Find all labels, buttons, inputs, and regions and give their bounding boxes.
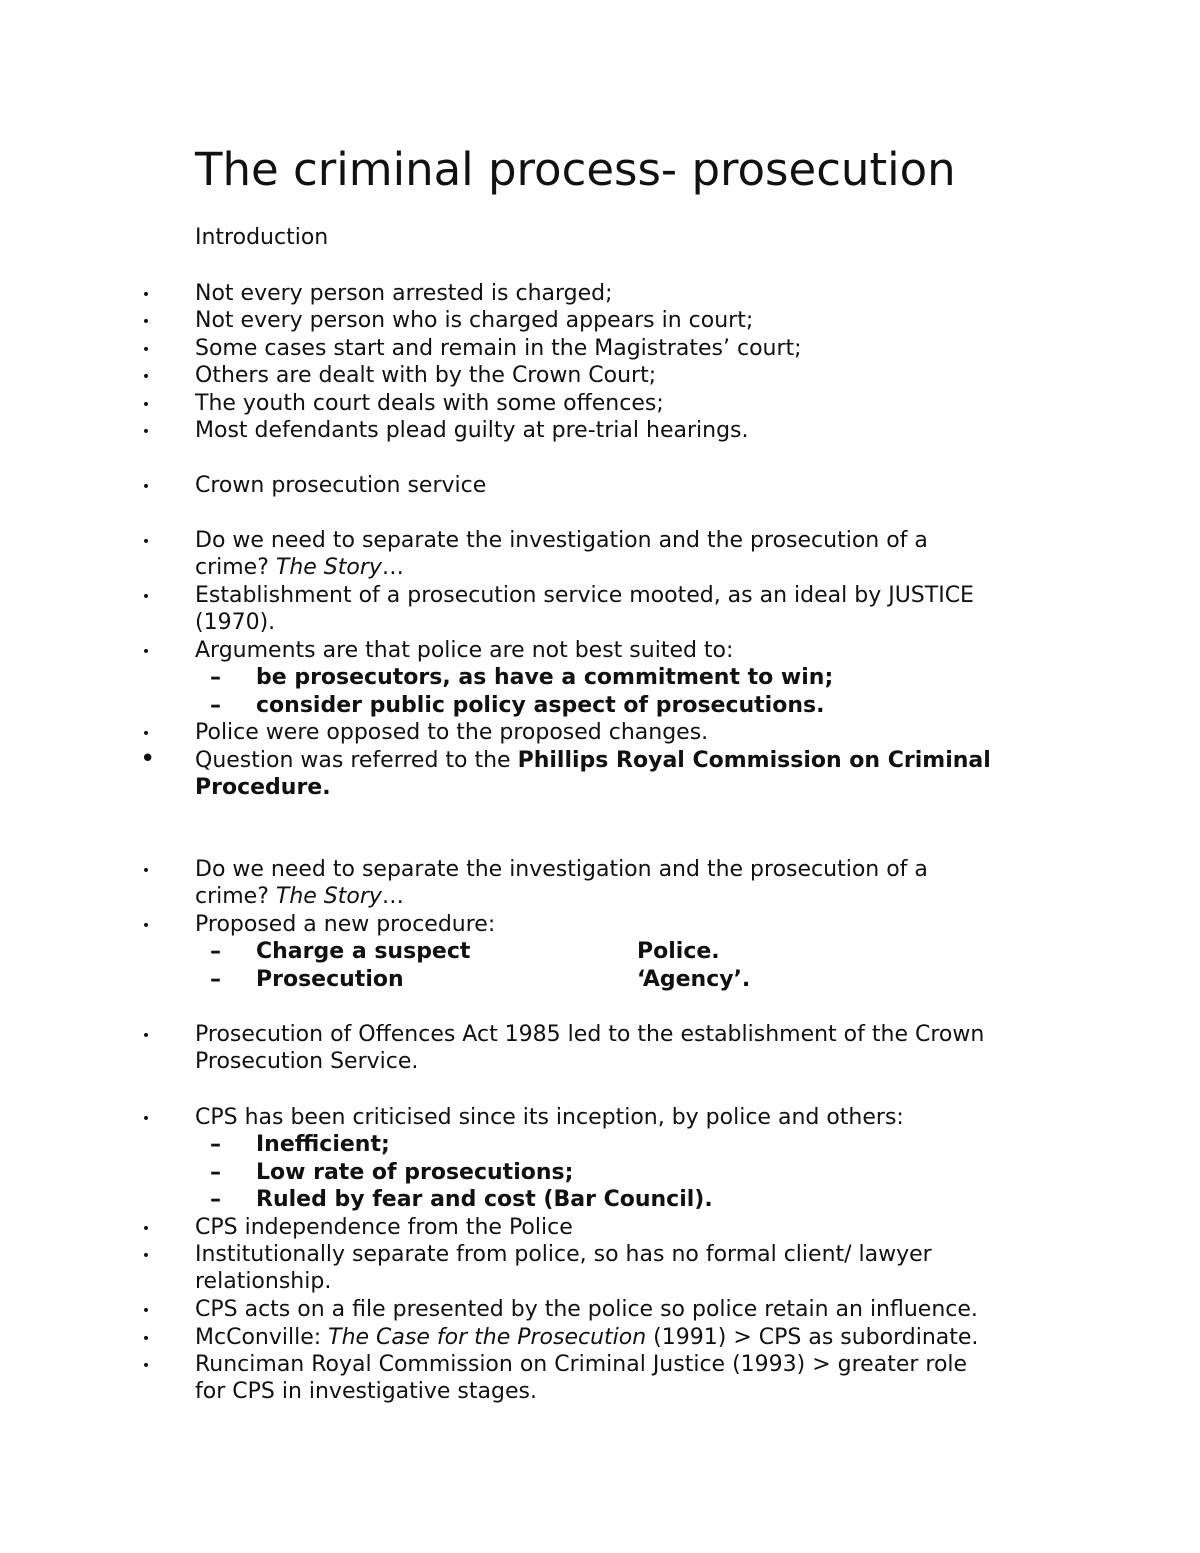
list-item: Runciman Royal Commission on Criminal Justice (1993) > greater role bbox=[195, 1352, 968, 1377]
procedure-actor: Police. bbox=[637, 939, 720, 964]
list-item-continuation: (1970). bbox=[195, 610, 276, 635]
list-item: Not every person who is charged appears in court; bbox=[195, 308, 754, 333]
sub-list-item: Ruled by fear and cost (Bar Council). bbox=[256, 1187, 713, 1212]
page-title: The criminal process- prosecution bbox=[195, 143, 956, 196]
dash-icon: – bbox=[210, 1187, 221, 1212]
bullet-icon: • bbox=[141, 1358, 151, 1374]
bullet-icon: • bbox=[141, 1028, 151, 1044]
list-item-continuation: relationship. bbox=[195, 1269, 332, 1294]
bullet-icon: • bbox=[141, 726, 151, 742]
intro-heading: Introduction bbox=[195, 225, 329, 250]
bullet-icon: • bbox=[141, 534, 151, 550]
list-item: Police were opposed to the proposed changes. bbox=[195, 720, 709, 745]
sub-list-item: Inefficient; bbox=[256, 1132, 390, 1157]
list-item-continuation: Procedure. bbox=[195, 775, 331, 800]
list-item: Question was referred to the Phillips Royal Commission on Criminal bbox=[195, 748, 991, 773]
bullet-icon: • bbox=[141, 397, 151, 413]
bullet-icon: • bbox=[141, 644, 151, 660]
bullet-icon: • bbox=[141, 863, 151, 879]
list-item-continuation: for CPS in investigative stages. bbox=[195, 1379, 537, 1404]
list-item: Prosecution of Offences Act 1985 led to the establishment of the Crown bbox=[195, 1022, 985, 1047]
bullet-icon: • bbox=[141, 1331, 151, 1347]
list-item: CPS has been criticised since its inception, by police and others: bbox=[195, 1105, 904, 1130]
list-item: Most defendants plead guilty at pre-trial hearings. bbox=[195, 418, 749, 443]
list-item: Institutionally separate from police, so has no formal client/ lawyer bbox=[195, 1242, 932, 1267]
bullet-icon: • bbox=[141, 424, 151, 440]
sub-list-item: Low rate of prosecutions; bbox=[256, 1160, 574, 1185]
dash-icon: – bbox=[210, 1132, 221, 1157]
dash-icon: – bbox=[210, 1160, 221, 1185]
bullet-icon: • bbox=[141, 589, 151, 605]
list-item-continuation: Prosecution Service. bbox=[195, 1049, 419, 1074]
procedure-step: Prosecution bbox=[256, 967, 404, 992]
list-item: Do we need to separate the investigation and the prosecution of a bbox=[195, 857, 928, 882]
bullet-icon: • bbox=[141, 369, 151, 385]
list-item: Do we need to separate the investigation and the prosecution of a bbox=[195, 528, 928, 553]
section-heading-cps: Crown prosecution service bbox=[195, 473, 487, 498]
bullet-icon: • bbox=[141, 1248, 151, 1264]
bullet-icon: • bbox=[141, 1221, 151, 1237]
bullet-icon: • bbox=[141, 287, 151, 303]
list-item: The youth court deals with some offences; bbox=[195, 391, 664, 416]
bullet-icon: • bbox=[141, 479, 151, 495]
procedure-step: Charge a suspect bbox=[256, 939, 471, 964]
list-item: Establishment of a prosecution service mooted, as an ideal by JUSTICE bbox=[195, 583, 974, 608]
bullet-icon: • bbox=[141, 918, 151, 934]
bullet-icon: • bbox=[140, 744, 156, 774]
list-item: Some cases start and remain in the Magistrates’ court; bbox=[195, 336, 802, 361]
list-item: Others are dealt with by the Crown Court; bbox=[195, 363, 657, 388]
bullet-icon: • bbox=[141, 342, 151, 358]
bullet-icon: • bbox=[141, 1111, 151, 1127]
list-item: McConville: The Case for the Prosecution (1991) > CPS as subordinate. bbox=[195, 1325, 979, 1350]
sub-list-item: be prosecutors, as have a commitment to win; bbox=[256, 665, 834, 690]
list-item: Not every person arrested is charged; bbox=[195, 281, 613, 306]
dash-icon: – bbox=[210, 939, 221, 964]
list-item: Arguments are that police are not best suited to: bbox=[195, 638, 734, 663]
bullet-icon: • bbox=[141, 1303, 151, 1319]
list-item: CPS acts on a file presented by the police so police retain an influence. bbox=[195, 1297, 978, 1322]
procedure-actor: ‘Agency’. bbox=[637, 967, 751, 992]
bullet-icon: • bbox=[141, 314, 151, 330]
list-item-continuation: crime? The Story… bbox=[195, 884, 404, 909]
list-item-continuation: crime? The Story… bbox=[195, 555, 404, 580]
list-item: Proposed a new procedure: bbox=[195, 912, 496, 937]
dash-icon: – bbox=[210, 665, 221, 690]
sub-list-item: consider public policy aspect of prosecutions. bbox=[256, 693, 825, 718]
dash-icon: – bbox=[210, 967, 221, 992]
dash-icon: – bbox=[210, 693, 221, 718]
list-item: CPS independence from the Police bbox=[195, 1215, 573, 1240]
